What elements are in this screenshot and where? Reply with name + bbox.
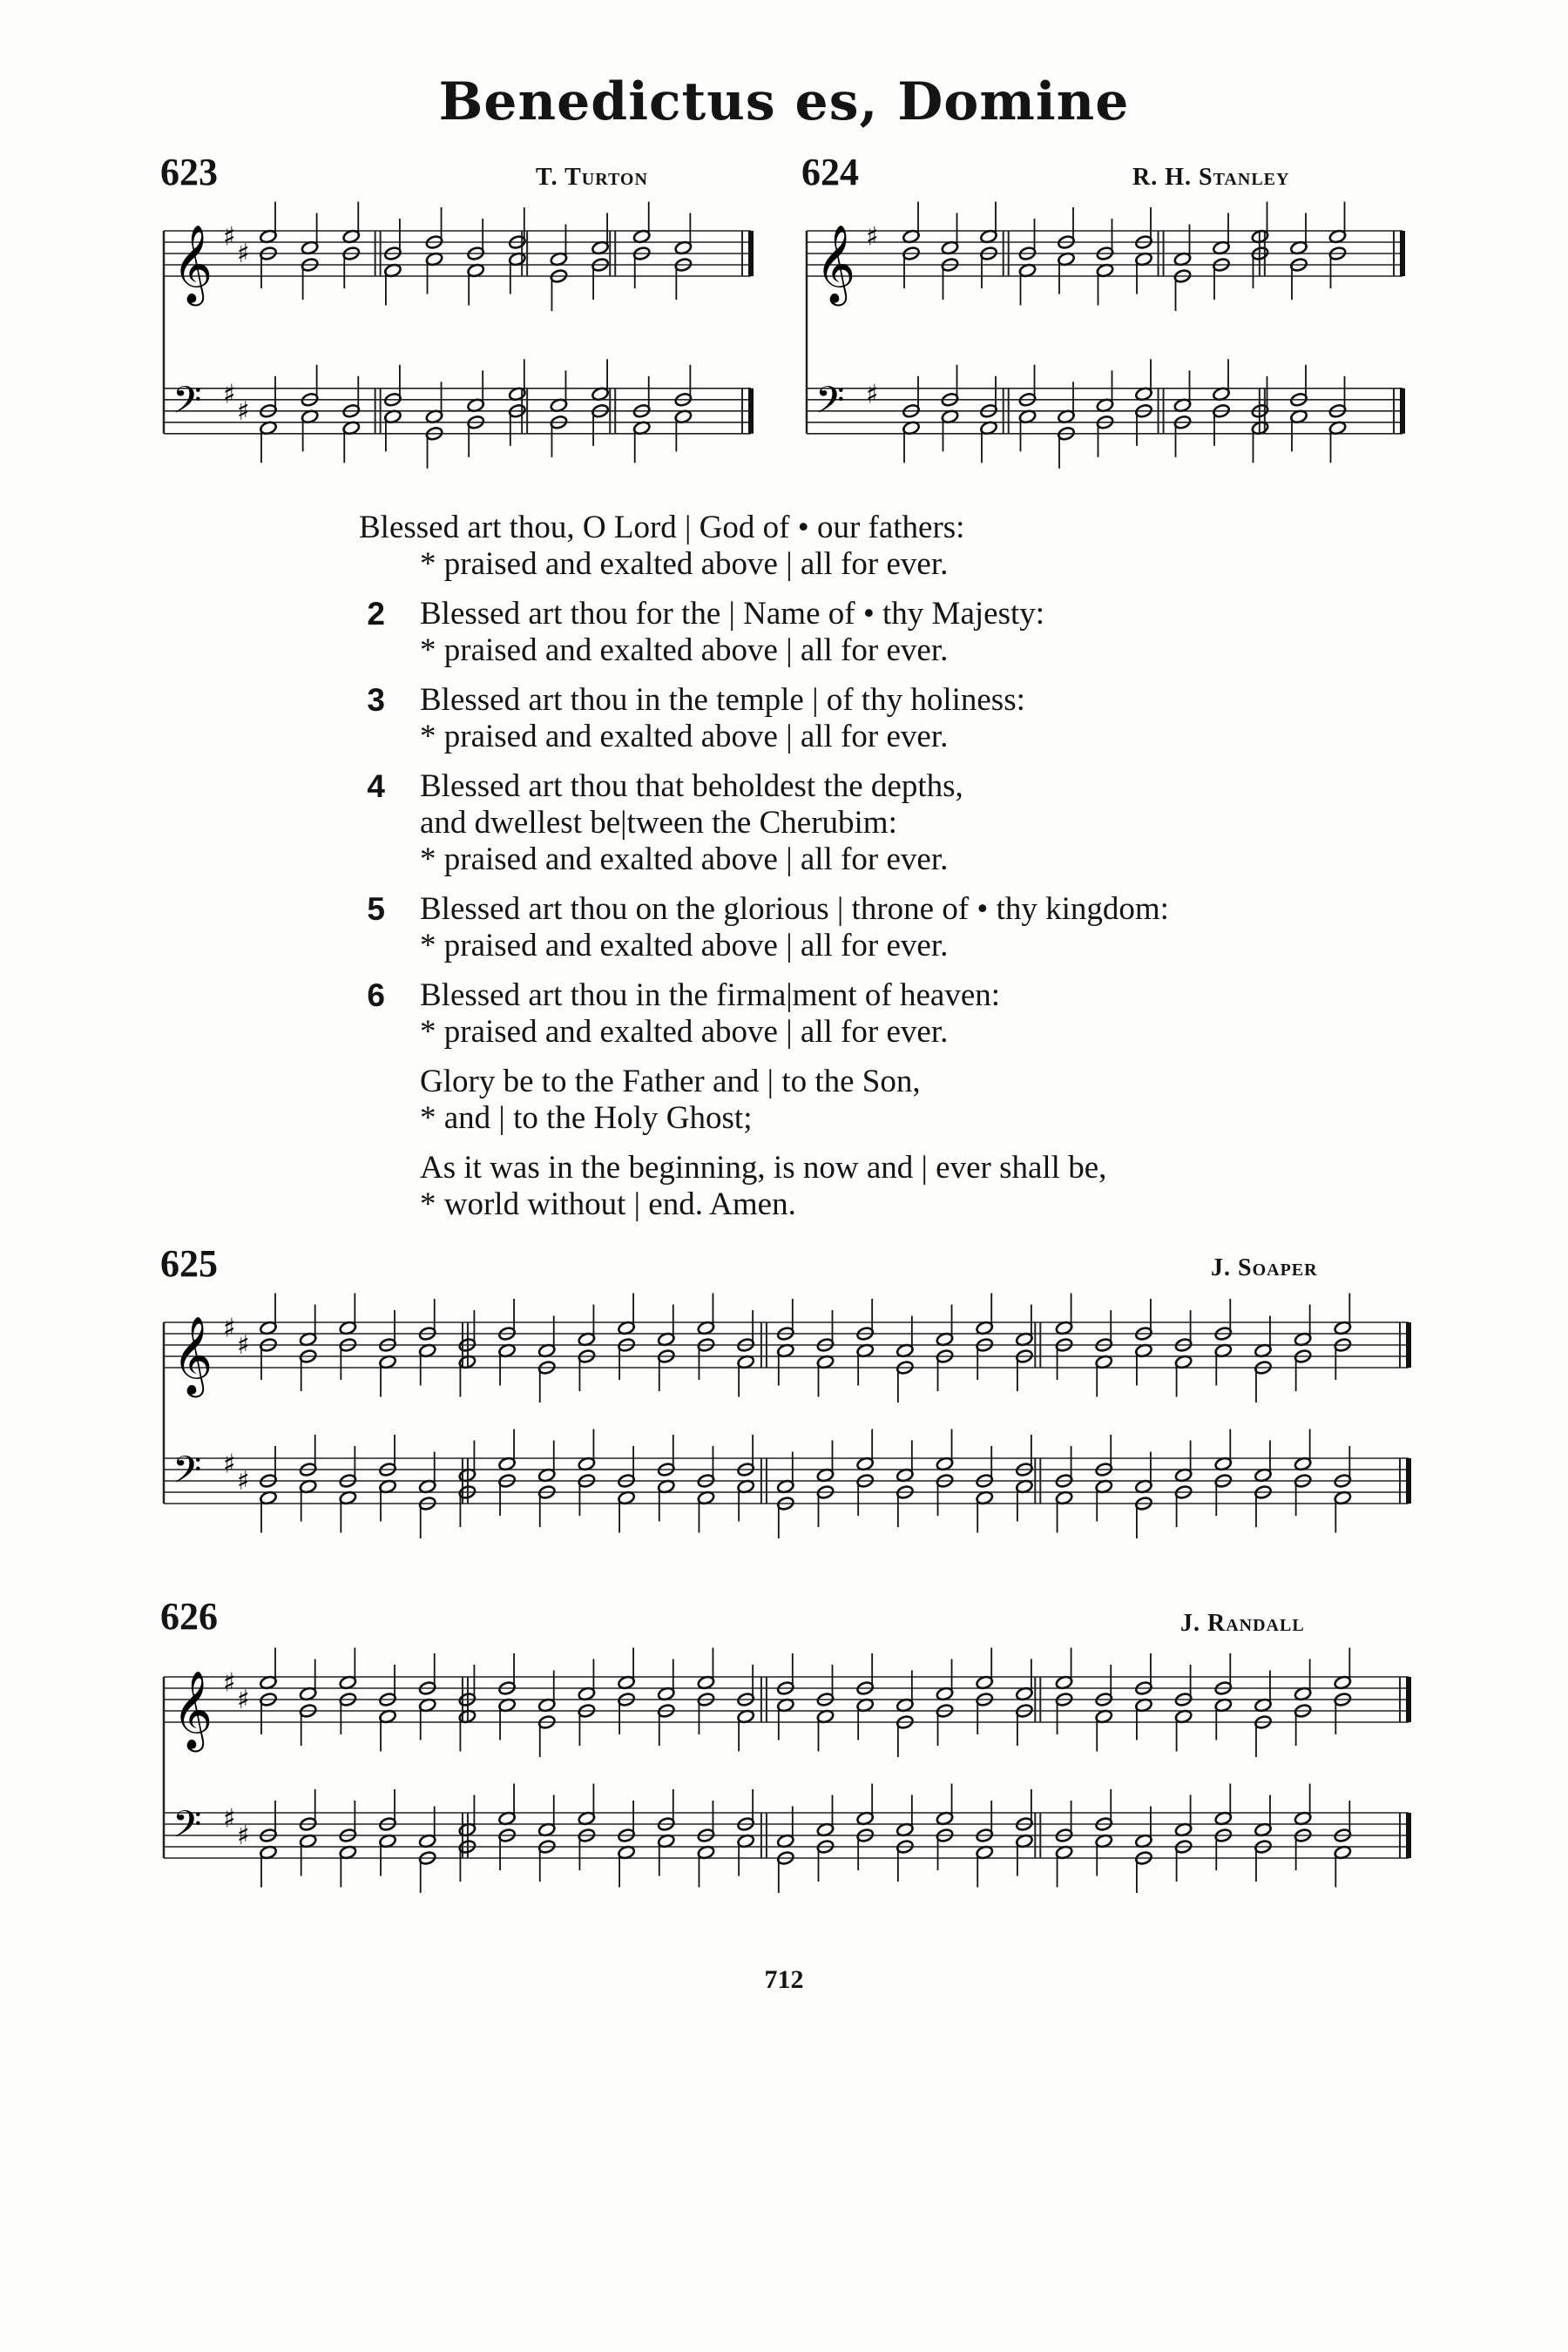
treble-clef-icon: 𝄞 [815, 225, 856, 303]
verse-line: * praised and exalted above | all for ever. [420, 1014, 949, 1050]
score-625 [157, 1296, 1416, 1558]
verse-number: 6 [367, 977, 385, 1013]
sharp-icon: ♯ [866, 221, 879, 253]
verse-line: As it was in the beginning, is now and | ever shall be, [420, 1150, 1107, 1186]
canticle-verse-6 [359, 977, 1404, 1051]
verse-line: * praised and exalted above | all for ever. [420, 928, 949, 963]
treble-clef-icon: 𝄞 [172, 1671, 213, 1749]
sharp-icon: ♯ [237, 1330, 250, 1361]
bass-clef-icon: 𝄢 [172, 1449, 202, 1501]
verse-number: 5 [367, 891, 385, 927]
bass-clef-icon: 𝄢 [172, 378, 202, 431]
sharp-icon: ♯ [223, 379, 236, 410]
verse-number: 3 [367, 682, 385, 718]
verse-line: * praised and exalted above | all for ever. [420, 719, 949, 754]
sharp-icon: ♯ [223, 1449, 236, 1480]
hymn-number-626: 626 [160, 1595, 218, 1638]
composer-626: J. Randall [1180, 1610, 1305, 1637]
sharp-icon: ♯ [237, 239, 250, 269]
page-number: 712 [764, 1965, 804, 1994]
sicut-erat [359, 1150, 1404, 1223]
composer-623: T. Turton [536, 164, 648, 191]
canticle-verse-5 [359, 891, 1404, 964]
canticle-text [359, 510, 1404, 1236]
verse-number: 2 [367, 596, 385, 632]
sharp-icon: ♯ [237, 1821, 250, 1851]
sharp-icon: ♯ [237, 395, 250, 427]
hymn-number-625: 625 [160, 1242, 218, 1285]
verse-line: * praised and exalted above | all for ever. [420, 546, 949, 582]
verse-line: * world without | end. Amen. [420, 1186, 796, 1222]
canticle-verse-4 [359, 768, 1404, 878]
verse-line: Blessed art thou in the firma|ment of heaven: [420, 977, 1001, 1013]
sharp-icon: ♯ [237, 1685, 250, 1715]
page-title: Benedictus es, Domine [438, 71, 1130, 132]
composer-624: R. H. Stanley [1132, 164, 1290, 191]
treble-clef-icon: 𝄞 [172, 1316, 213, 1395]
composer-625: J. Soaper [1211, 1254, 1318, 1281]
verse-line: * praised and exalted above | all for ever. [420, 632, 949, 668]
sharp-icon: ♯ [237, 1466, 250, 1497]
sharp-icon: ♯ [223, 1803, 236, 1835]
bass-clef-icon: 𝄢 [815, 378, 845, 431]
verse-line: Blessed art thou that beholdest the depths, [420, 768, 963, 804]
bass-clef-icon: 𝄢 [172, 1803, 202, 1855]
canticle-verse-3 [359, 682, 1404, 755]
sharp-icon: ♯ [223, 1667, 236, 1699]
score-624 [800, 205, 1409, 501]
verse-line: and dwellest be|tween the Cherubim: [420, 805, 897, 841]
canticle-verse-2 [359, 596, 1404, 669]
verse-line: Glory be to the Father and | to the Son, [420, 1064, 921, 1099]
score-626 [157, 1651, 1416, 1912]
sharp-icon: ♯ [223, 1313, 236, 1344]
hymn-number-623: 623 [160, 151, 218, 193]
gloria-patri [359, 1064, 1404, 1137]
sharp-icon: ♯ [866, 379, 879, 410]
treble-clef-icon: 𝄞 [172, 225, 213, 303]
verse-line: Blessed art thou, O Lord | God of • our fathers: [359, 510, 965, 545]
sharp-icon: ♯ [223, 221, 236, 253]
verse-line: * praised and exalted above | all for ever. [420, 841, 949, 877]
verse-line: Blessed art thou in the temple | of thy holiness: [420, 682, 1025, 718]
verse-line: Blessed art thou for the | Name of • thy Majesty: [420, 596, 1045, 632]
canticle-verse-1 [359, 510, 1404, 583]
verse-number: 4 [367, 768, 385, 804]
verse-line: * and | to the Holy Ghost; [420, 1100, 753, 1136]
verse-line: Blessed art thou on the glorious | throne of • thy kingdom: [420, 891, 1169, 927]
score-623 [157, 205, 758, 501]
hymn-number-624: 624 [801, 151, 859, 193]
